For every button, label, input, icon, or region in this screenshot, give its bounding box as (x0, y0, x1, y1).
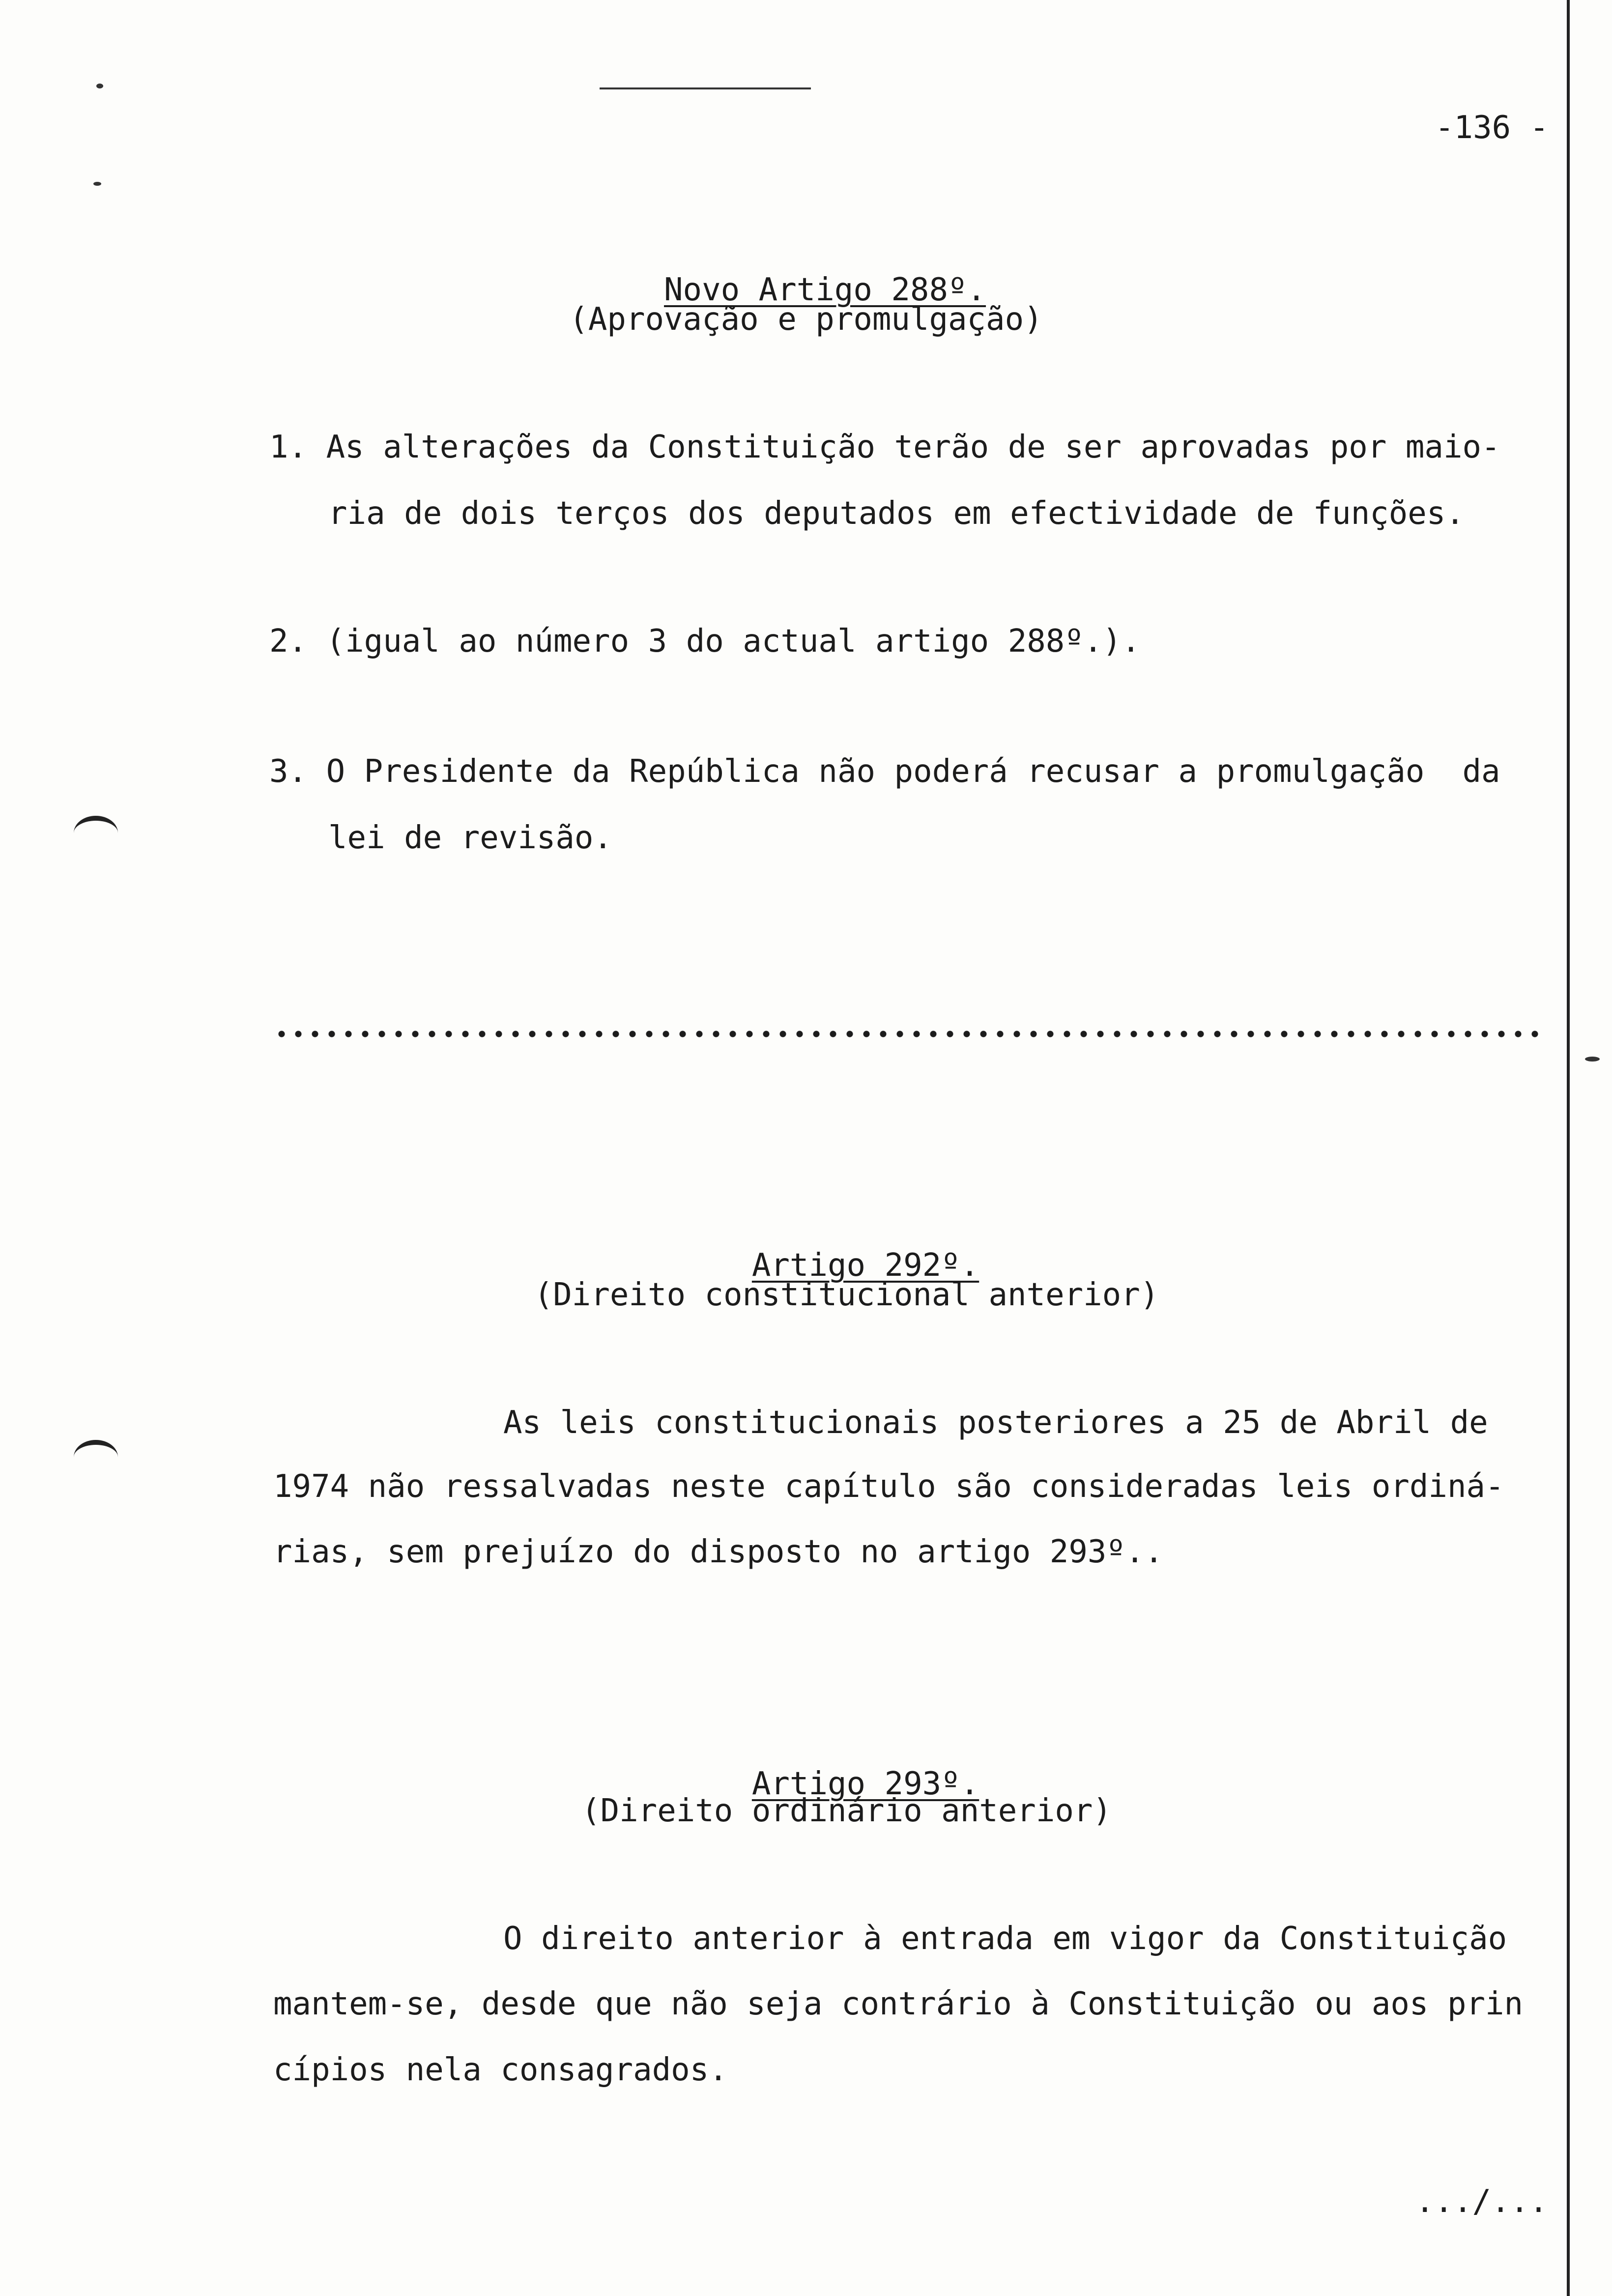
section-title-288 (0, 231, 1612, 310)
continuation-mark: .../... (1415, 2183, 1548, 2220)
section-title-text: Novo Artigo 288º. (664, 272, 986, 308)
section-subtitle-293: (Direito ordinário anterior) (581, 1793, 1112, 1829)
item-2-line-1: 2. (igual ao número 3 do actual artigo 288º.). (269, 623, 1141, 660)
scan-speck (1585, 1057, 1600, 1062)
para-292-line-2: 1974 não ressalvadas neste capítulo são consideradas leis ordiná- (273, 1468, 1504, 1505)
dotted-separator (273, 1030, 1546, 1038)
section-title-292 (0, 1206, 1612, 1285)
para-293-line-3: cípios nela consagrados. (273, 2052, 728, 2088)
para-292-line-1: As leis constitucionais posteriores a 25 de Abril de (503, 1405, 1488, 1441)
page-edge (1567, 0, 1570, 2296)
top-rule (600, 87, 811, 89)
scan-speck (93, 182, 101, 186)
section-subtitle-288: (Aprovação e promulgação) (569, 301, 1043, 338)
para-292-line-3: rias, sem prejuízo do disposto no artigo 293º.. (273, 1534, 1163, 1570)
section-title-text: Artigo 293º. (751, 1766, 979, 1802)
item-3-line-2: lei de revisão. (328, 820, 612, 856)
section-title-text: Artigo 292º. (751, 1247, 979, 1284)
punch-hole-mark (74, 1440, 118, 1474)
item-3-line-1: 3. O Presidente da República não poderá recusar a promulgação da (269, 753, 1500, 790)
scan-speck (96, 84, 103, 88)
para-293-line-1: O direito anterior à entrada em vigor da Constituição (503, 1921, 1507, 1957)
section-subtitle-292: (Direito constitucional anterior) (534, 1277, 1159, 1313)
page-number: -136 - (1435, 110, 1549, 146)
item-1-line-2: ria de dois terços dos deputados em efectividade de funções. (328, 495, 1465, 532)
item-1-line-1: 1. As alterações da Constituição terão de ser aprovadas por maio- (269, 429, 1500, 465)
punch-hole-mark (74, 816, 118, 850)
para-293-line-2: mantem-se, desde que não seja contrário à Constituição ou aos prin (273, 1986, 1524, 2022)
